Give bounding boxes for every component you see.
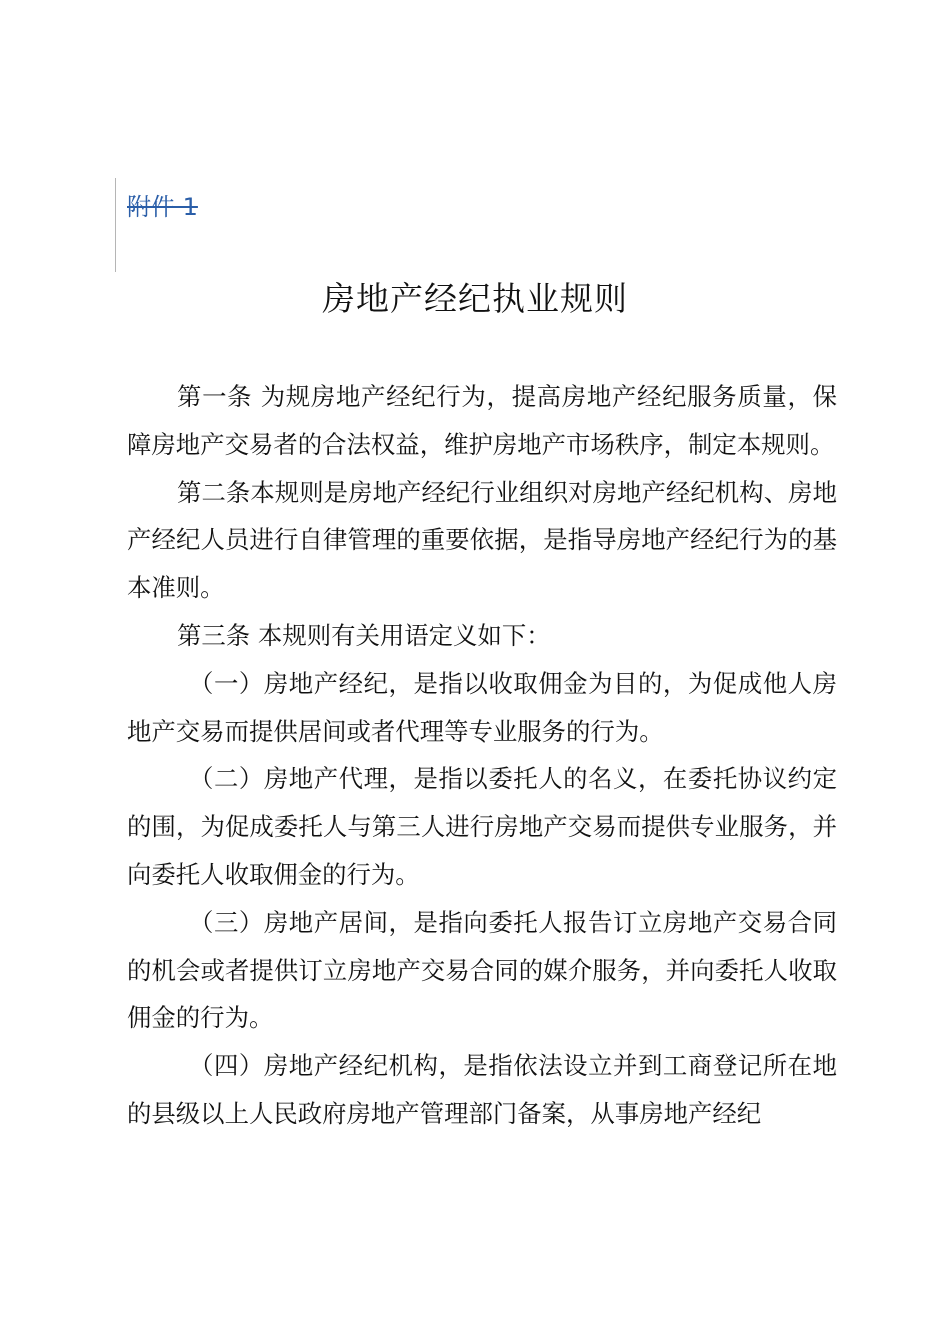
definition-4: （四）房地产经纪机构，是指依法设立并到工商登记所在地的县级以上人民政府房地产管理部门备案，从事房地产经纪 [127, 1051, 837, 1128]
attachment-label: 附件 1 [127, 193, 198, 221]
definition-3: （三）房地产居间，是指向委托人报告订立房地产交易合同的机会或者提供订立房地产交易合同的媒介服务，并向委托人收取佣金的行为。 [127, 907, 837, 1033]
document-body [127, 373, 837, 1138]
definition-1: （一）房地产经纪，是指以收取佣金为目的，为促成他人房地产交易而提供居间或者代理等专业服务的行为。 [127, 668, 837, 746]
article-2: 第二条本规则是房地产经纪行业组织对房地产经纪机构、房地产经纪人员进行自律管理的重要依据，是指导房地产经纪行为的基本准则。 [127, 477, 837, 603]
article-1: 第一条 为规房地产经纪行为，提高房地产经纪服务质量，保障房地产交易者的合法权益，维护房地产市场秩序，制定本规则。 [127, 382, 837, 459]
definition-2: （二）房地产代理，是指以委托人的名义，在委托协议约定的围，为促成委托人与第三人进行房地产交易而提供专业服务，并向委托人收取佣金的行为。 [127, 764, 837, 889]
revision-change-bar [115, 178, 116, 272]
document-title: 房地产经纪执业规则 [322, 279, 628, 318]
article-3: 第三条 本规则有关用语定义如下： [177, 620, 551, 650]
